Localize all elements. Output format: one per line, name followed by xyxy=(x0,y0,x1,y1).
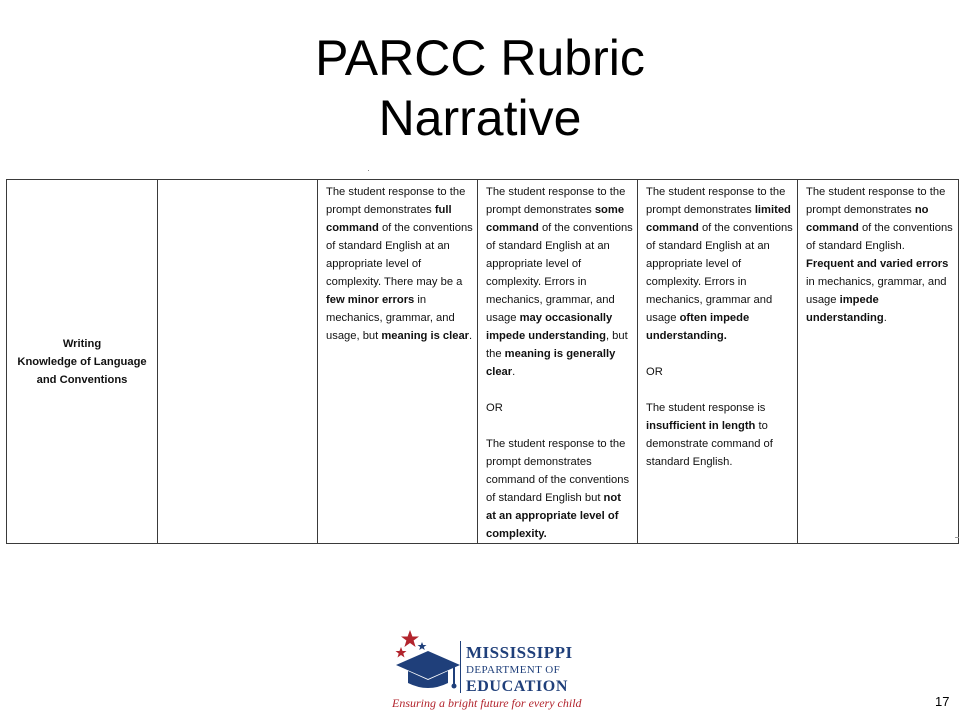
bold-run: Frequent and varied errors xyxy=(806,258,949,270)
row-label-line-3: and Conventions xyxy=(36,373,128,386)
title-line-1: PARCC Rubric xyxy=(315,30,645,86)
score-1-text xyxy=(646,183,793,345)
text-run: of the conventions of standard English at an appropriate level of complexity. There may be a xyxy=(326,222,473,288)
text-run: in mechanics, grammar, and usage, but xyxy=(326,294,455,342)
row-label-line-2: Knowledge of Language xyxy=(17,355,147,368)
score-2-cell xyxy=(478,180,638,544)
bold-run: may occasionally impede understanding xyxy=(486,312,613,342)
title-line-2: Narrative xyxy=(378,90,582,146)
text-run: The student response to the prompt demonstrates command of the conventions of standard English but xyxy=(486,438,630,504)
bold-run: meaning is generally clear xyxy=(486,348,616,378)
logo-tagline: Ensuring a bright future for every child xyxy=(392,696,582,710)
text-run: . xyxy=(469,330,473,342)
bold-run: no command xyxy=(806,204,929,234)
score-3-cell xyxy=(318,180,478,544)
or-label: OR xyxy=(646,366,663,378)
or-label: OR xyxy=(486,402,503,414)
rubric-table xyxy=(6,179,959,544)
text-run: The student response to the prompt demonstrates xyxy=(326,186,466,216)
row-label-cell xyxy=(7,180,158,544)
bold-run: few minor errors xyxy=(326,294,415,306)
logo-divider xyxy=(460,641,461,693)
text-run: of the conventions of standard English. xyxy=(806,222,953,252)
logo-line-2: DEPARTMENT OF xyxy=(466,664,561,676)
score-1-alt-text xyxy=(646,399,793,471)
bold-run: full command xyxy=(326,204,452,234)
page-number: 17 xyxy=(935,694,950,709)
rubric-row xyxy=(7,180,959,544)
score-2-alt-text xyxy=(486,435,633,543)
text-run: , but the xyxy=(486,330,628,360)
bold-run: often impede understanding. xyxy=(646,312,750,342)
slide-title xyxy=(0,28,960,148)
score-0-text xyxy=(806,183,954,327)
mde-logo xyxy=(392,627,582,713)
text-run: The student response to the prompt demonstrates xyxy=(806,186,946,216)
text-run: The student response to the prompt demonstrates xyxy=(486,186,626,216)
score-1-cell xyxy=(638,180,798,544)
score-2-text xyxy=(486,183,633,381)
text-run: in mechanics, grammar, and usage xyxy=(806,276,947,306)
bold-run: meaning is clear xyxy=(381,330,470,342)
bold-run: insufficient in length xyxy=(646,420,756,432)
text-run: of the conventions of standard English at an appropriate level of complexity. Errors in mechanics, grammar, and usage xyxy=(486,222,633,324)
logo-line-1: MISSISSIPPI xyxy=(466,643,573,662)
text-run: . xyxy=(512,366,516,378)
graduation-cap-star-icon xyxy=(392,627,462,695)
bold-run: not at an appropriate level of complexity. xyxy=(486,492,621,540)
row-label-line-1: Writing xyxy=(62,337,102,350)
stray-mark xyxy=(368,170,369,171)
score-0-cell xyxy=(798,180,959,544)
text-run: . xyxy=(883,312,887,324)
text-run: The student response to the prompt demonstrates xyxy=(646,186,786,216)
empty-score-cell xyxy=(158,180,318,544)
bold-run: limited command xyxy=(646,204,791,234)
bold-run: impede understanding xyxy=(806,294,884,324)
score-3-text xyxy=(326,183,473,345)
logo-line-3: EDUCATION xyxy=(466,678,569,695)
bold-run: some command xyxy=(486,204,625,234)
corner-mark xyxy=(955,537,959,542)
text-run: of the conventions of standard English at an appropriate level of complexity. Errors in mechanics, grammar and usage xyxy=(646,222,793,324)
text-run: The student response is xyxy=(646,402,766,414)
text-run: to demonstrate command of standard English. xyxy=(646,420,773,468)
